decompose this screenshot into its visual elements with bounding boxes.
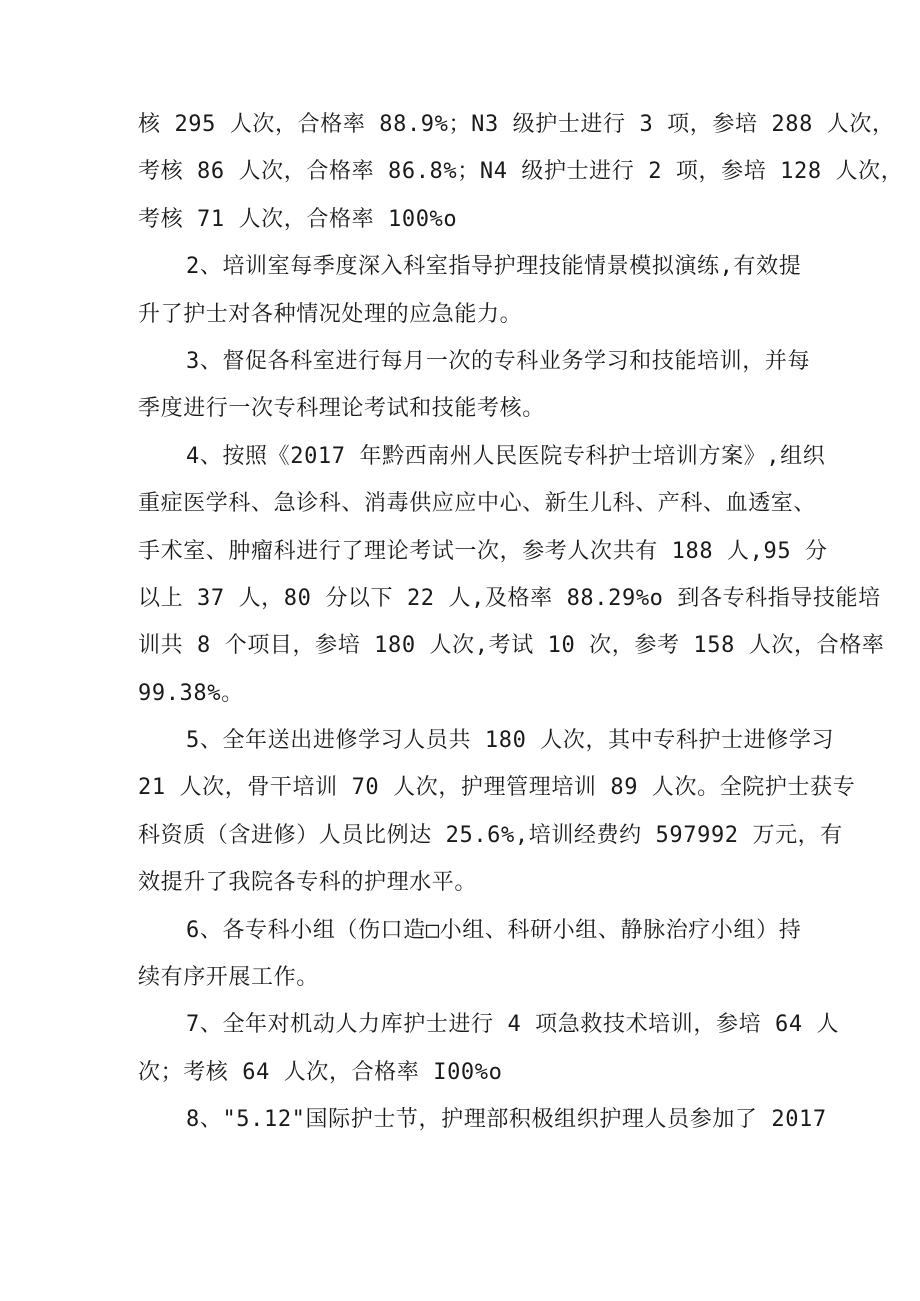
text-line: 次；考核 64 人次，合格率 I00%o [138, 1059, 503, 1085]
document-body [138, 112, 904, 1155]
text-line: 效提升了我院各专科的护理水平。 [138, 870, 478, 896]
paragraph-start-line: 6、各专科小组（伤口造□小组、科研小组、静脉治疗小组）持 [186, 917, 802, 943]
paragraph-start-line: 8、"5.12"国际护士节，护理部积极组织护理人员参加了 2017 [186, 1107, 827, 1133]
paragraph-start-line: 4、按照《2017 年黔西南州人民医院专科护士培训方案》,组织 [186, 443, 826, 469]
text-line: 以上 37 人，80 分以下 22 人,及格率 88.29%o 到各专科指导技能培 [138, 585, 881, 611]
text-line: 训共 8 个项目，参培 180 人次,考试 10 次，参考 158 人次，合格率 [138, 633, 885, 659]
paragraph-start-line: 7、全年对机动人力库护士进行 4 项急救技术培训，参培 64 人 [186, 1012, 840, 1038]
text-line: 99.38%。 [138, 680, 244, 706]
text-line: 升了护士对各种情况处理的应急能力。 [138, 301, 523, 327]
text-line: 重症医学科、急诊科、消毒供应应中心、新生儿科、产科、血透室、 [138, 491, 817, 517]
text-line: 考核 71 人次，合格率 100%o [138, 206, 458, 232]
text-line: 科资质（含进修）人员比例达 25.6%,培训经费约 597992 万元，有 [138, 822, 843, 848]
text-line: 续有序开展工作。 [138, 965, 319, 991]
text-line: 考核 86 人次，合格率 86.8%；N4 级护士进行 2 项，参培 128 人次， [138, 159, 904, 185]
text-line: 21 人次，骨干培训 70 人次，护理管理培训 89 人次。全院护士获专 [138, 775, 856, 801]
text-line: 季度进行一次专科理论考试和技能考核。 [138, 396, 545, 422]
text-line: 手术室、肿瘤科进行了理论考试一次，参考人次共有 188 人,95 分 [138, 538, 828, 564]
paragraph-start-line: 5、全年送出进修学习人员共 180 人次，其中专科护士进修学习 [186, 728, 835, 754]
paragraph-start-line: 2、培训室每季度深入科室指导护理技能情景模拟演练,有效提 [186, 254, 802, 280]
paragraph-start-line: 3、督促各科室进行每月一次的专科业务学习和技能培训，并每 [186, 348, 811, 374]
text-line: 核 295 人次，合格率 88.9%；N3 级护士进行 3 项，参培 288 人次， [138, 112, 895, 137]
